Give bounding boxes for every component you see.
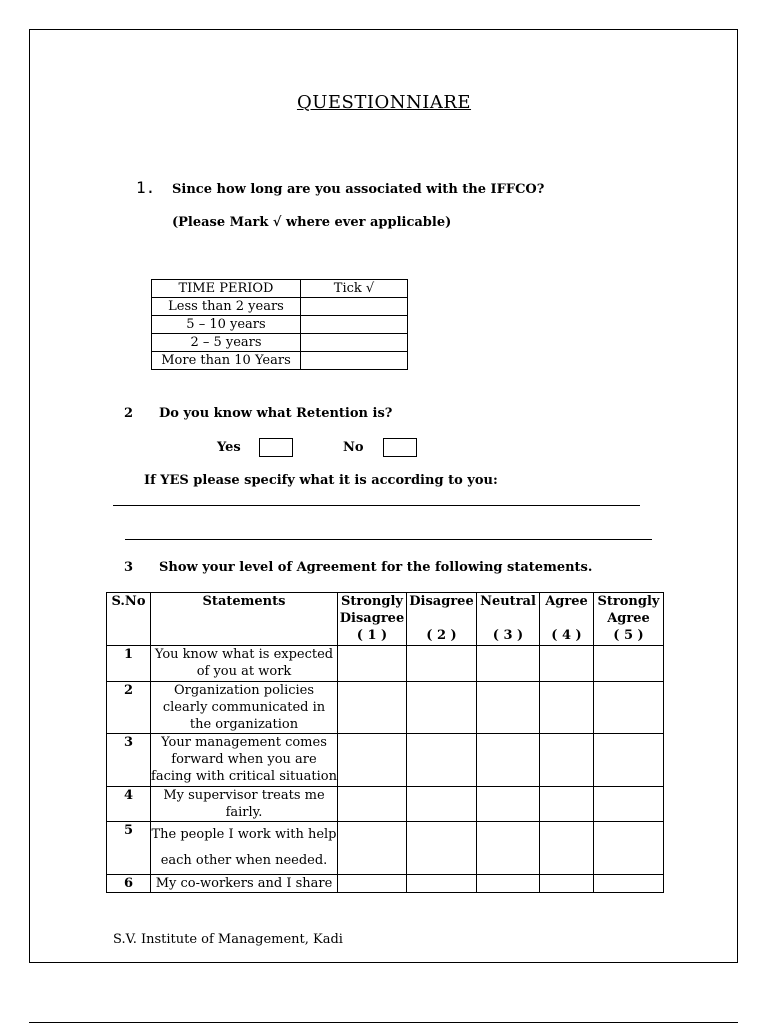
question-3-text: Show your level of Agreement for the following statements. bbox=[159, 560, 593, 575]
bottom-divider bbox=[29, 1022, 738, 1023]
table-row bbox=[152, 298, 408, 316]
scale-label: Strongly Agree bbox=[597, 594, 660, 626]
tick-cell[interactable] bbox=[301, 334, 408, 352]
statement-cell: The people I work with help each other when needed. bbox=[151, 822, 338, 875]
rating-cell[interactable] bbox=[540, 875, 594, 893]
tick-cell[interactable] bbox=[301, 298, 408, 316]
rating-cell[interactable] bbox=[338, 822, 407, 875]
question-2-text: Do you know what Retention is? bbox=[159, 406, 393, 421]
rating-cell[interactable] bbox=[338, 875, 407, 893]
rating-cell[interactable] bbox=[338, 734, 407, 787]
rating-cell[interactable] bbox=[540, 682, 594, 734]
time-period-option: More than 10 Years bbox=[152, 352, 301, 370]
statement-cell: My co-workers and I share bbox=[151, 875, 338, 893]
question-1-note: (Please Mark √ where ever applicable) bbox=[172, 215, 452, 230]
rating-cell[interactable] bbox=[594, 734, 664, 787]
rating-cell[interactable] bbox=[540, 822, 594, 875]
rating-cell[interactable] bbox=[477, 646, 540, 682]
question-3-number: 3 bbox=[124, 560, 134, 575]
scale-value: ( 5 ) bbox=[613, 628, 644, 643]
scale-label: Neutral bbox=[480, 594, 536, 609]
rating-cell[interactable] bbox=[477, 734, 540, 787]
table-row bbox=[107, 734, 664, 787]
rating-cell[interactable] bbox=[407, 875, 477, 893]
time-period-table bbox=[151, 279, 408, 370]
row-number: 4 bbox=[107, 787, 151, 822]
scale-value: ( 3 ) bbox=[492, 628, 524, 643]
scale-header-neutral bbox=[477, 593, 540, 646]
rating-cell[interactable] bbox=[594, 787, 664, 822]
scale-label: Agree bbox=[545, 594, 588, 609]
scale-header-disagree bbox=[407, 593, 477, 646]
scale-label: Disagree bbox=[409, 594, 474, 609]
rating-cell[interactable] bbox=[338, 682, 407, 734]
time-period-header: TIME PERIOD bbox=[152, 280, 301, 298]
question-1-text: Since how long are you associated with the IFFCO? bbox=[172, 182, 545, 197]
row-number: 6 bbox=[107, 875, 151, 893]
rating-cell[interactable] bbox=[540, 734, 594, 787]
answer-line-2[interactable] bbox=[125, 539, 652, 540]
rating-cell[interactable] bbox=[338, 787, 407, 822]
scale-value: ( 4 ) bbox=[551, 628, 582, 643]
specify-prompt: If YES please specify what it is according to you: bbox=[144, 473, 498, 488]
scale-header-strongly-disagree bbox=[338, 593, 407, 646]
statement-cell: You know what is expected of you at work bbox=[151, 646, 338, 682]
rating-cell[interactable] bbox=[338, 646, 407, 682]
statement-cell: Your management comes forward when you are facing with critical situation bbox=[151, 734, 338, 787]
table-row bbox=[107, 787, 664, 822]
question-1-number: 1. bbox=[136, 178, 156, 197]
scale-header-strongly-agree bbox=[594, 593, 664, 646]
row-number: 3 bbox=[107, 734, 151, 787]
yes-checkbox[interactable] bbox=[259, 438, 293, 457]
table-row bbox=[152, 334, 408, 352]
rating-cell[interactable] bbox=[407, 787, 477, 822]
rating-cell[interactable] bbox=[540, 646, 594, 682]
scale-value: ( 2 ) bbox=[426, 628, 457, 643]
row-number: 2 bbox=[107, 682, 151, 734]
no-label: No bbox=[343, 440, 364, 455]
scale-label: Strongly Disagree bbox=[339, 594, 405, 626]
table-row bbox=[107, 682, 664, 734]
rating-cell[interactable] bbox=[594, 682, 664, 734]
scale-header-agree bbox=[540, 593, 594, 646]
rating-cell[interactable] bbox=[407, 682, 477, 734]
tick-cell[interactable] bbox=[301, 352, 408, 370]
statements-header: Statements bbox=[151, 593, 338, 646]
yes-label: Yes bbox=[217, 440, 241, 455]
footer-institution: S.V. Institute of Management, Kadi bbox=[113, 932, 343, 947]
rating-cell[interactable] bbox=[477, 787, 540, 822]
rating-cell[interactable] bbox=[594, 875, 664, 893]
rating-cell[interactable] bbox=[477, 875, 540, 893]
answer-line-1[interactable] bbox=[113, 505, 640, 506]
rating-cell[interactable] bbox=[477, 682, 540, 734]
table-row bbox=[152, 316, 408, 334]
rating-cell[interactable] bbox=[407, 822, 477, 875]
question-2-number: 2 bbox=[124, 406, 134, 421]
statement-cell: My supervisor treats me fairly. bbox=[151, 787, 338, 822]
time-period-option: Less than 2 years bbox=[152, 298, 301, 316]
table-row bbox=[152, 352, 408, 370]
agreement-table bbox=[106, 592, 664, 893]
table-row bbox=[107, 822, 664, 875]
tick-cell[interactable] bbox=[301, 316, 408, 334]
time-period-option: 2 – 5 years bbox=[152, 334, 301, 352]
statement-cell: Organization policies clearly communicated in the organization bbox=[151, 682, 338, 734]
table-row bbox=[107, 646, 664, 682]
sno-header: S.No bbox=[107, 593, 151, 646]
page-title: QUESTIONNIARE bbox=[296, 92, 472, 113]
row-number: 5 bbox=[107, 822, 151, 875]
no-checkbox[interactable] bbox=[383, 438, 417, 457]
rating-cell[interactable] bbox=[540, 787, 594, 822]
tick-header: Tick √ bbox=[301, 280, 408, 298]
rating-cell[interactable] bbox=[594, 822, 664, 875]
rating-cell[interactable] bbox=[407, 734, 477, 787]
rating-cell[interactable] bbox=[594, 646, 664, 682]
table-row bbox=[107, 875, 664, 893]
time-period-option: 5 – 10 years bbox=[152, 316, 301, 334]
rating-cell[interactable] bbox=[477, 822, 540, 875]
rating-cell[interactable] bbox=[407, 646, 477, 682]
row-number: 1 bbox=[107, 646, 151, 682]
scale-value: ( 1 ) bbox=[356, 628, 388, 643]
